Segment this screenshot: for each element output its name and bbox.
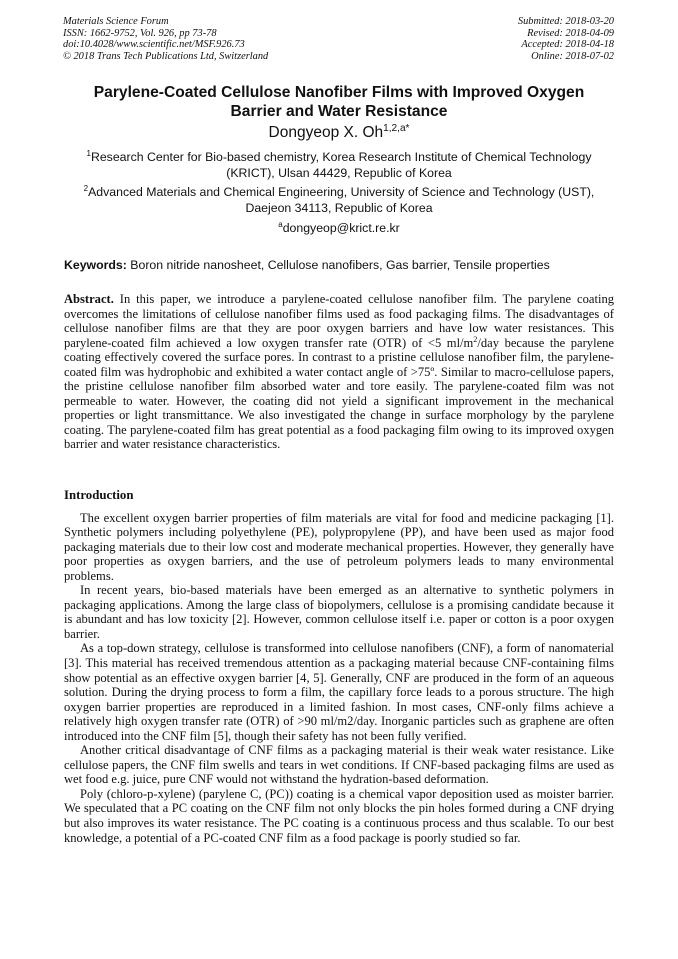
author-name: Dongyeop X. Oh bbox=[268, 124, 384, 141]
journal-name: Materials Science Forum bbox=[63, 16, 169, 27]
affiliation-2 bbox=[64, 185, 614, 216]
aff-line: Daejeon 34113, Republic of Korea bbox=[245, 200, 433, 215]
abstract-text: In this paper, we introduce a parylene-coated cellulose nanofiber film. The parylene coating overcomes the limitations of cellulose nanofiber films used as food packaging films. The disadvantages of cellulose nanofiber films are that they are poor oxygen barriers and have low water resistances. This parylene-coated film achieved a low oxygen transfer rate (OTR) of <5 ml/m bbox=[64, 292, 614, 350]
copyright: © 2018 Trans Tech Publications Ltd, Switzerland bbox=[63, 50, 269, 62]
section-heading: Introduction bbox=[64, 488, 134, 502]
abstract-text: /day because the parylene coating effectively covered the surface pores. In contrast to a pristine cellulose nanofiber film, the parylene-coated film was hydrophobic and exhibited a water contact angle of >75º. Similar to macro-cellulose papers, the pristine cellulose nanofiber film absorbed water and tore easily. The parylene-coated film was not permeable to water. However, the coating did not yield a significant improvement in the mechanical properties or light transmittance. We also investigated the change in surface morphology by the parylene coating. The parylene-coated film has great potential as a food packaging film owing to its improved oxygen barrier and water resistance characteristics. bbox=[64, 335, 614, 452]
aff-line: Research Center for Bio-based chemistry, Korea Research Institute of Chemical Technology bbox=[90, 150, 592, 164]
online-date: Online: 2018-07-02 bbox=[531, 50, 614, 62]
keywords bbox=[64, 258, 614, 272]
paper-title bbox=[64, 83, 614, 121]
title-line: Parylene-Coated Cellulose Nanofiber Films with Improved Oxygen bbox=[93, 84, 585, 101]
paragraph: The excellent oxygen barrier properties of film materials are vital for food and medicine packaging [1]. Synthetic polymers including polyethylene (PE), polypropylene (PP), and have been used as major food packaging materials due to their low cost and moderate mechanical properties. However, they generally have poor properties as oxygen barriers, and the use of petroleum polymers leads to many environmental problems. bbox=[64, 510, 614, 583]
paragraph: Poly (chloro-p-xylene) (parylene C, (PC)) coating is a chemical vapor deposition used as moister barrier. We speculated that a PC coating on the CNF film not only blocks the pin holes formed during a CNF drying but also improves its water resistance. The PC coating is a continuous process and thus scalable. To our best knowledge, a potential of a PC-coated CNF film as a food package is poorly studied so far. bbox=[64, 786, 614, 845]
email-text: dongyeop@krict.re.kr bbox=[282, 221, 400, 235]
author-sup: 1,2,a* bbox=[383, 122, 410, 134]
aff-line: Advanced Materials and Chemical Engineering, University of Science and Technology (UST), bbox=[88, 185, 595, 199]
aff-sup: 1 bbox=[86, 148, 91, 158]
paragraph: In recent years, bio-based materials have been emerged as an alternative to synthetic polymers in packaging applications. Among the large class of biopolymers, cellulose is a promising candidate because it is abundant and has low toxicity [2]. However, common cellulose itself i.e. paper or cotton is a poor oxygen barrier. bbox=[64, 583, 614, 641]
journal-info bbox=[63, 16, 268, 62]
keywords-label: Keywords: bbox=[64, 258, 127, 272]
author bbox=[64, 124, 614, 142]
abstract-sup: 2 bbox=[473, 334, 478, 344]
revised-date: Revised: 2018-04-09 bbox=[527, 27, 614, 39]
introduction bbox=[64, 488, 614, 845]
accepted-date: Accepted: 2018-04-18 bbox=[521, 39, 614, 51]
email bbox=[64, 221, 614, 237]
aff-sup: 2 bbox=[83, 183, 89, 193]
doi: doi:10.4028/www.scientific.net/MSF.926.73 bbox=[63, 39, 245, 51]
issn: ISSN: 1662-9752, Vol. 926, pp 73-78 bbox=[63, 27, 217, 39]
dates-info bbox=[518, 16, 614, 62]
paragraph: As a top-down strategy, cellulose is transformed into cellulose nanofibers (CNF), a form of nanomaterial [3]. This material has received tremendous attention as a packaging material because CNF-containing films show potential as an effective oxygen barrier [4, 5]. Generally, CNF are produced in the form of an aqueous solution. During the drying process to form a film, the capillary force leads to a porous structure. The high oxygen barrier properties are reproduced in a limited fashion. In most cases, CNF-only films achieve a relatively high oxygen transfer rate (OTR) of >90 ml/m2/day. Inorganic particles such as graphene are often introduced into the CNF film [5], though their safety has not been fully verified. bbox=[64, 641, 614, 743]
title-line: Barrier and Water Resistance bbox=[230, 103, 448, 120]
submitted-date: Submitted: 2018-03-20 bbox=[517, 16, 614, 27]
aff-line: (KRICT), Ulsan 44429, Republic of Korea bbox=[226, 165, 452, 180]
abstract bbox=[64, 292, 614, 452]
paragraph: Another critical disadvantage of CNF films as a packaging material is their weak water resistance. Like cellulose papers, the CNF film swells and tears in wet conditions. If CNF-based packaging films are used as wet food e.g. juice, pure CNF would not withstand the hydration-based deformation. bbox=[64, 743, 614, 787]
affiliation-1 bbox=[64, 150, 614, 181]
keywords-text: Boron nitride nanosheet, Cellulose nanofibers, Gas barrier, Tensile properties bbox=[126, 258, 550, 272]
email-sup: a bbox=[278, 219, 283, 229]
abstract-label: Abstract. bbox=[64, 292, 114, 306]
